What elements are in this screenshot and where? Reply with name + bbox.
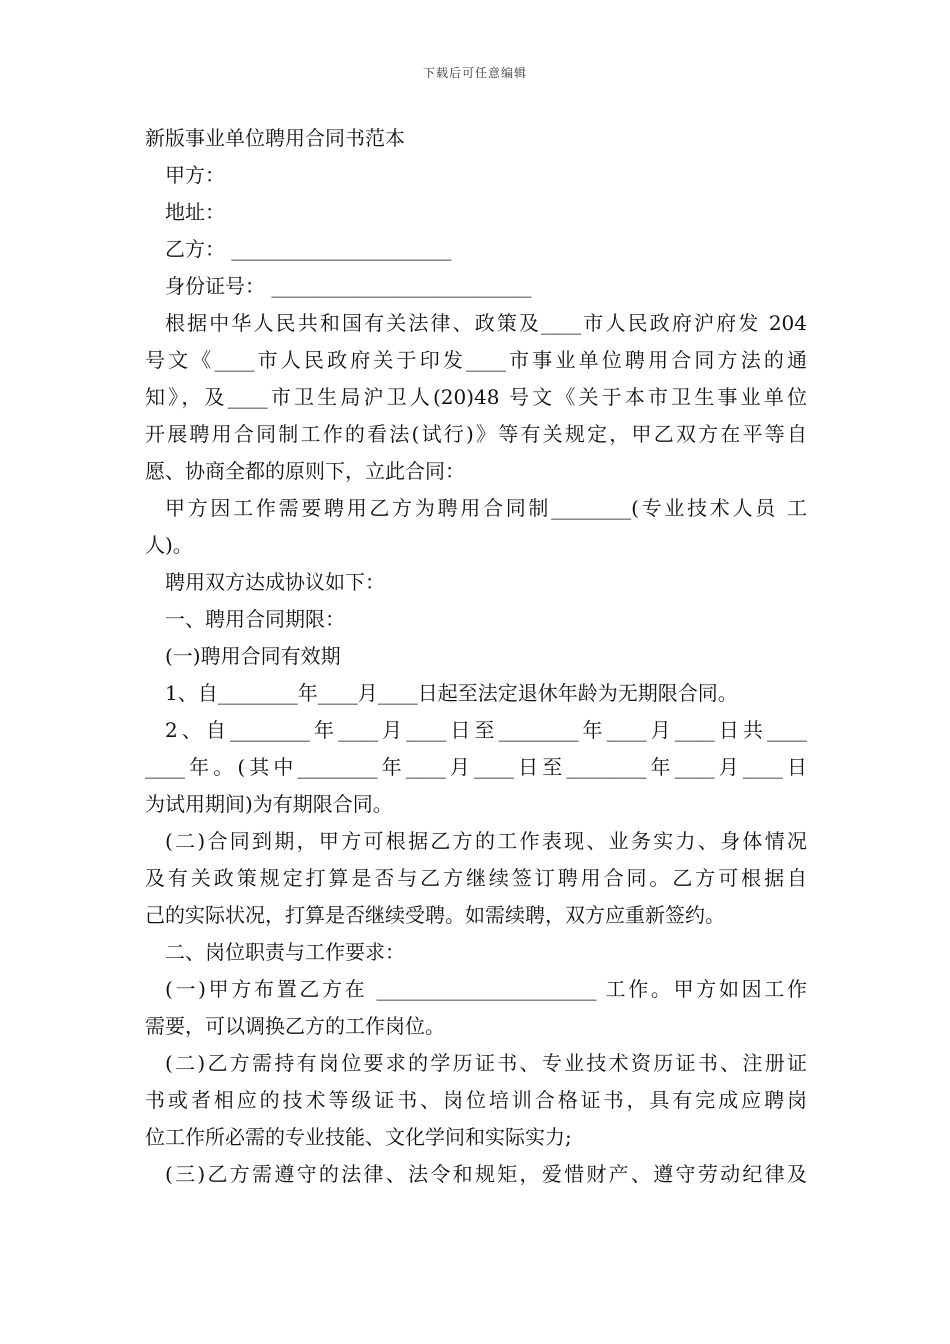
text-line: 聘用双方达成协议如下： <box>165 570 385 594</box>
document-body <box>145 120 807 1193</box>
text-line: ____年。(其中________年____月____日至________年____月____日 <box>145 755 807 779</box>
text-line: 为试用期间)为有期限合同。 <box>145 792 393 816</box>
text-line: 开展聘用合同制工作的看法(试行)》等有关规定，甲乙双方在平等自 <box>145 422 807 446</box>
text-line: 一、聘用合同期限： <box>165 607 345 631</box>
text-line: 书或者相应的技术等级证书、岗位培训合格证书，具有完成应聘岗 <box>145 1088 807 1112</box>
text-line: 需要，可以调换乙方的工作岗位。 <box>145 1014 445 1038</box>
document-title: 新版事业单位聘用合同书范本 <box>145 126 405 150</box>
text-line: 愿、协商全都的原则下，立此合同： <box>145 459 465 483</box>
text-line: (一)甲方布置乙方在 ______________________ 工作。甲方如因工作 <box>165 977 807 1001</box>
page-header-note: 下载后可任意编辑 <box>422 66 527 80</box>
text-line: (一)聘用合同有效期 <box>165 644 341 668</box>
text-line: 根据中华人民共和国有关法律、政策及____市人民政府沪府发 204 <box>165 311 807 335</box>
text-line: 号文《____市人民政府关于印发____市事业单位聘用合同方法的通 <box>145 348 807 372</box>
text-line: 及有关政策规定打算是否与乙方继续签订聘用合同。乙方可根据自 <box>145 866 807 890</box>
text-line: 地址： <box>165 200 225 224</box>
text-line: 位工作所必需的专业技能、文化学问和实际实力; <box>145 1125 572 1149</box>
text-line: (三)乙方需遵守的法律、法令和规矩，爱惜财产、遵守劳动纪律及 <box>165 1162 807 1186</box>
text-line: 甲方： <box>165 163 225 187</box>
document-paragraphs <box>145 157 807 1193</box>
text-line: 2、自________年____月____日至________年____月____日共____ <box>165 718 807 742</box>
text-line: 1、自________年____月____日起至法定退休年龄为无期限合同。 <box>165 681 738 705</box>
text-line: 知》，及____市卫生局沪卫人(20)48 号文《关于本市卫生事业单位 <box>145 385 807 409</box>
text-line: 二、岗位职责与工作要求： <box>165 940 405 964</box>
text-line: 身份证号： __________________________ <box>165 274 532 298</box>
text-line: (二)合同到期，甲方可根据乙方的工作表现、业务实力、身体情况 <box>165 829 807 853</box>
text-line: 人)。 <box>145 533 193 557</box>
text-line: 己的实际状况，打算是否继续受聘。如需续聘，双方应重新签约。 <box>145 903 725 927</box>
text-line: 乙方： ______________________ <box>165 237 452 261</box>
text-line: (二)乙方需持有岗位要求的学历证书、专业技术资历证书、注册证 <box>165 1051 807 1075</box>
text-line: 甲方因工作需要聘用乙方为聘用合同制________(专业技术人员 工 <box>165 496 807 520</box>
